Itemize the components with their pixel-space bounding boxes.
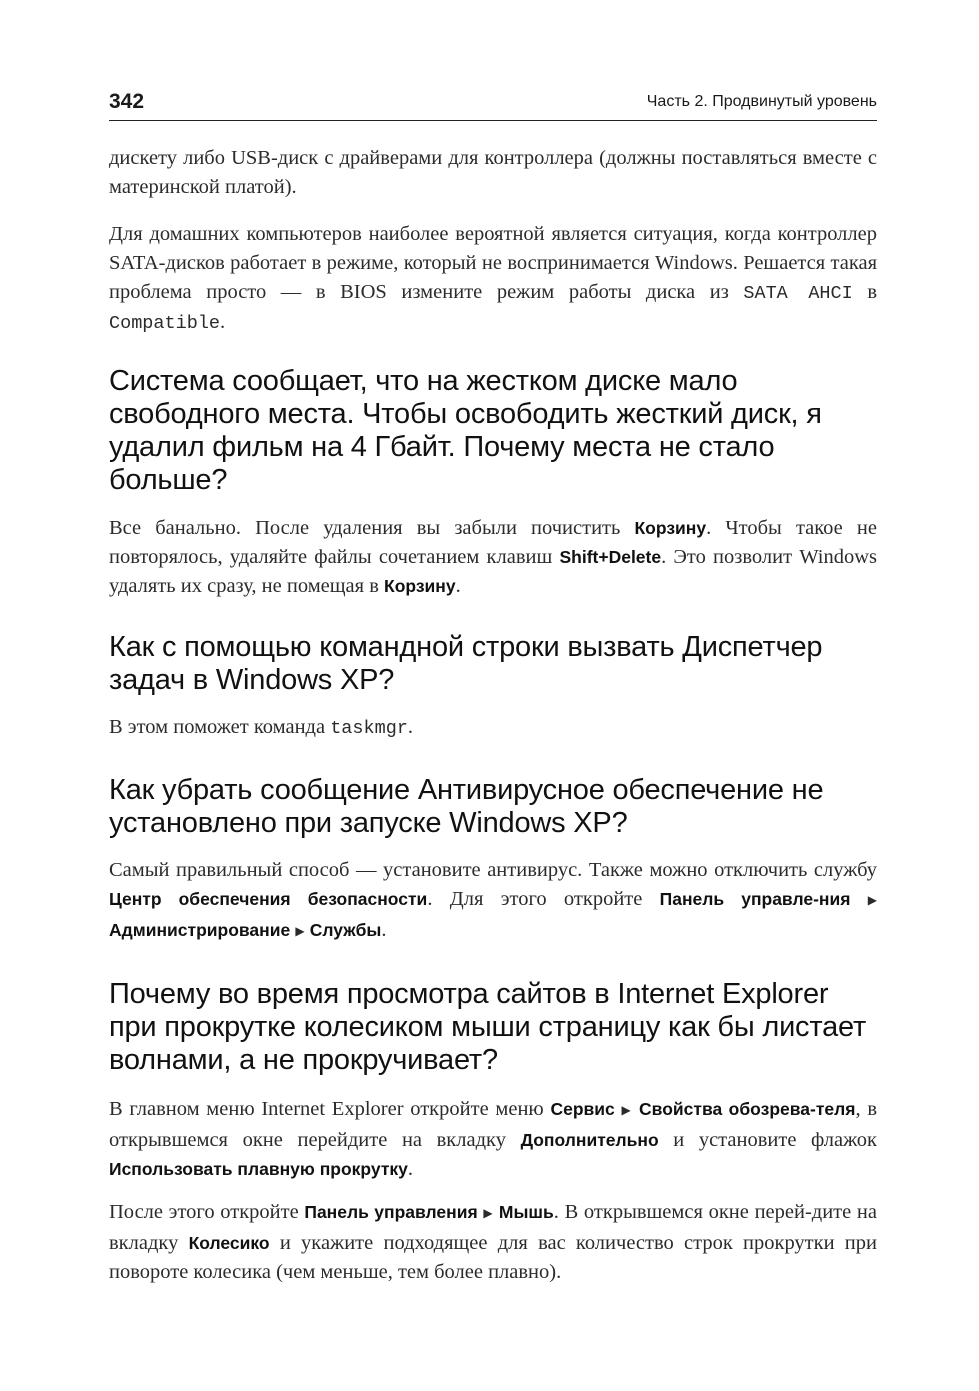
running-title: Часть 2. Продвинутый уровень bbox=[646, 93, 877, 110]
section-heading: Как с помощью командной строки вызвать Диспетчер задач в Windows XP? bbox=[109, 631, 823, 696]
paragraph-mouse-settings bbox=[109, 1198, 877, 1287]
paragraph-taskmgr bbox=[109, 713, 877, 743]
text-span: . Это позволит Windows удалять их сразу, не помещая в bbox=[109, 546, 877, 597]
text-span: . В открывшемся окне перей-дите на вкладку bbox=[109, 1201, 877, 1254]
ui-term-control-panel: Панель управле-ния bbox=[659, 889, 851, 909]
ui-term-recycle-bin: Корзину bbox=[384, 576, 456, 596]
heading-antivirus-message bbox=[109, 774, 877, 840]
section-heading: Как убрать сообщение Антивирусное обеспечение не установлено при запуске Windows XP? bbox=[109, 774, 824, 839]
ui-term-shift-delete: Shift+Delete bbox=[559, 547, 662, 567]
text-span: После этого откройте bbox=[109, 1201, 305, 1223]
paragraph-text: дискету либо USB-диск с драйверами для контроллера (должны поставляться вместе с материнской платой). bbox=[109, 147, 877, 198]
page-header bbox=[109, 90, 877, 121]
ui-term-control-panel: Панель управления bbox=[304, 1202, 478, 1222]
text-span: В главном меню Internet Explorer откройте меню bbox=[109, 1098, 551, 1120]
text-span: Для домашних компьютеров наиболее вероятной является ситуация, когда контроллер SATA-дисков работает в режиме, который не воспринимается Windows. Решается такая проблема просто — в BIOS измените режим работы диска из bbox=[109, 223, 877, 303]
menu-arrow-icon: ▶ bbox=[295, 924, 305, 938]
text-span: . Чтобы такое не повторялось, удаляйте файлы сочетанием клавиш bbox=[109, 517, 877, 568]
paragraph-security-center bbox=[109, 856, 877, 947]
code-taskmgr: taskmgr bbox=[330, 718, 408, 739]
text-span: Все банально. После удаления вы забыли почистить bbox=[109, 517, 635, 539]
page-number: 342 bbox=[109, 90, 145, 113]
text-span: , в открывшемся окне перейдите на вкладку bbox=[109, 1098, 878, 1151]
text-span: . bbox=[381, 919, 387, 941]
paragraph-sata-mode bbox=[109, 220, 877, 338]
text-span: . bbox=[455, 575, 461, 597]
text-span: и укажите подходящее для вас количество строк прокрутки при повороте колесика (чем меньше, тем более плавно). bbox=[109, 1232, 877, 1283]
ui-term-recycle-bin: Корзину bbox=[634, 518, 707, 538]
heading-ie-smooth-scroll bbox=[109, 978, 877, 1077]
ui-term-administration: Администрирование bbox=[109, 920, 291, 940]
code-compatible: Compatible bbox=[109, 313, 221, 334]
ui-term-security-center: Центр обеспечения безопасности bbox=[109, 889, 428, 909]
code-sata-ahci: SATA AHCI bbox=[743, 283, 853, 304]
menu-arrow-icon: ▶ bbox=[621, 1103, 633, 1117]
ui-term-service-menu: Сервис bbox=[550, 1099, 615, 1119]
text-span: в bbox=[852, 281, 877, 303]
heading-task-manager bbox=[109, 631, 877, 697]
menu-arrow-icon: ▶ bbox=[867, 893, 878, 907]
text-span: . bbox=[407, 1158, 414, 1180]
ui-term-mouse: Мышь bbox=[498, 1202, 554, 1222]
ui-term-advanced-tab: Дополнительно bbox=[520, 1130, 659, 1150]
heading-low-disk-space bbox=[109, 365, 877, 497]
text-span: . bbox=[220, 311, 226, 333]
text-span: . Для этого откройте bbox=[427, 888, 660, 910]
text-span: В этом поможет команда bbox=[109, 716, 331, 738]
ui-term-browser-properties: Свойства обозрева-теля bbox=[639, 1099, 856, 1119]
section-heading: Система сообщает, что на жестком диске мало свободного места. Чтобы освободить жесткий диск, я удалил фильм на 4 Гбайт. Почему места не стало больше? bbox=[109, 365, 822, 496]
text-span: . bbox=[407, 716, 414, 738]
ui-term-wheel-tab: Колесико bbox=[188, 1233, 270, 1253]
section-heading: Почему во время просмотра сайтов в Internet Explorer при прокрутке колесиком мыши страницу как бы листает волнами, а не прокручивает? bbox=[109, 978, 867, 1076]
text-span: и установите флажок bbox=[658, 1129, 877, 1151]
ui-term-services: Службы bbox=[309, 920, 382, 940]
text-span: Самый правильный способ — установите антивирус. Также можно отключить службу bbox=[109, 859, 877, 881]
paragraph-ie-settings bbox=[109, 1095, 877, 1184]
paragraph-driver-disk bbox=[109, 144, 877, 202]
paragraph-recycle-bin bbox=[109, 514, 877, 601]
ui-term-smooth-scroll: Использовать плавную прокрутку bbox=[109, 1159, 408, 1179]
menu-arrow-icon: ▶ bbox=[483, 1206, 494, 1220]
